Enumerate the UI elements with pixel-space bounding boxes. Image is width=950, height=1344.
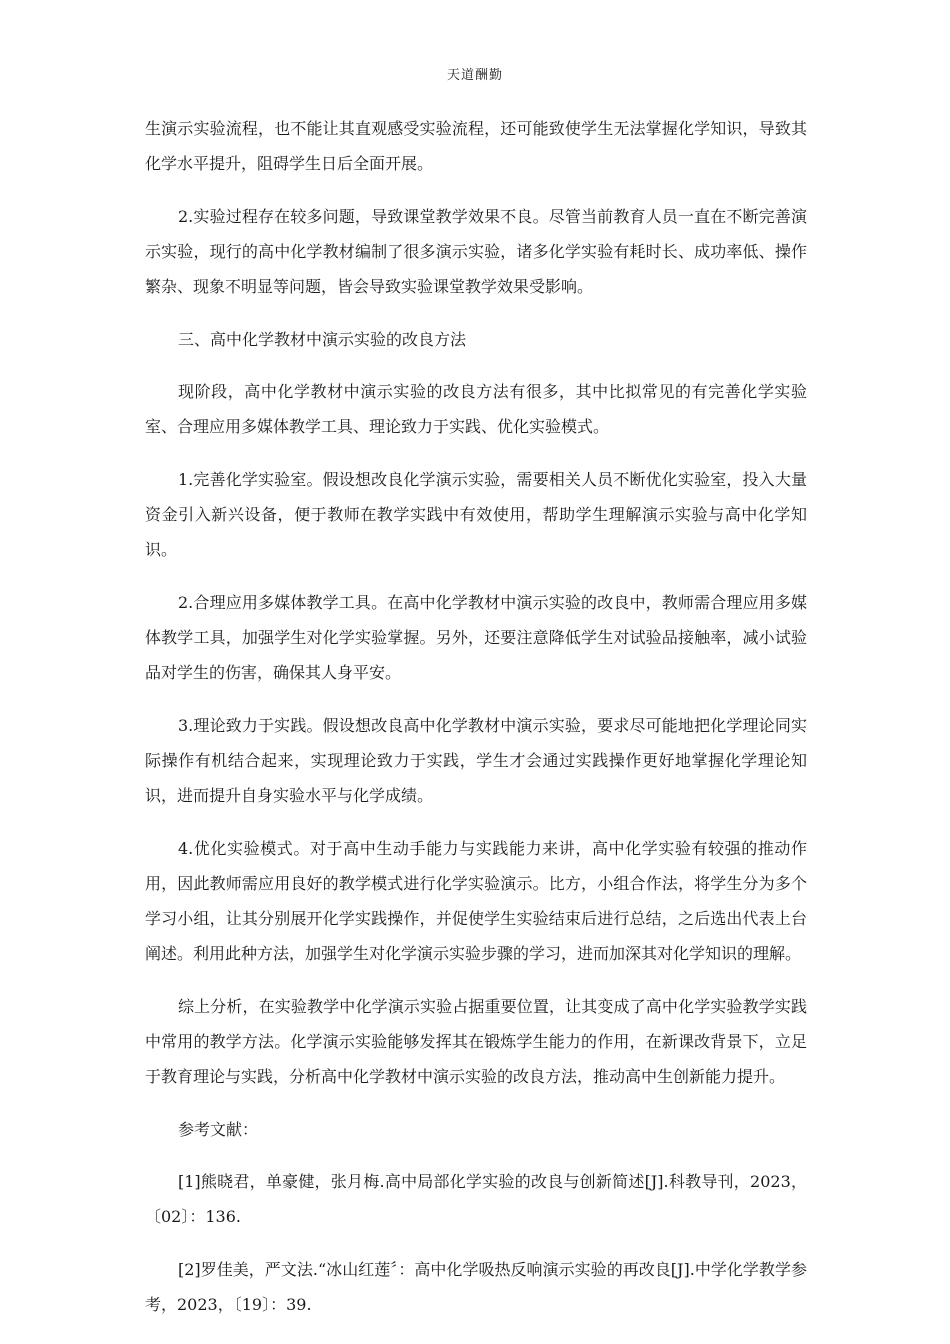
paragraph: 2.合理应用多媒体教学工具。在高中化学教材中演示实验的改良中，教师需合理应用多媒体教学工具，加强学生对化学实验掌握。另外，还要注意降低学生对试验品接触率，减小试验品对学生的伤害，确保其人身平安。: [145, 593, 807, 682]
paragraph: 1.完善化学实验室。假设想改良化学演示实验，需要相关人员不断优化实验室，投入大量资金引入新兴设备，便于教师在教学实践中有效使用，帮助学生理解演示实验与高中化学知识。: [145, 470, 807, 559]
reference-item: [1]熊晓君，单豪健，张月梅.高中局部化学实验的改良与创新简述[J].科教导刊，2023，〔02〕：136.: [145, 1172, 807, 1226]
references-heading: 参考文献：: [178, 1120, 259, 1139]
paragraph: 2.实验过程存在较多问题，导致课堂教学效果不良。尽管当前教育人员一直在不断完善演示实验，现行的高中化学教材编制了很多演示实验，诸多化学实验有耗时长、成功率低、操作繁杂、现象不明显等问题，皆会导致实验课堂教学效果受影响。: [145, 207, 807, 296]
paragraph: 3.理论致力于实践。假设想改良高中化学教材中演示实验，要求尽可能地把化学理论同实际操作有机结合起来，实现理论致力于实践，学生才会通过实践操作更好地掌握化学理论知识，进而提升自身实验水平与化学成绩。: [145, 716, 807, 805]
paragraph: 现阶段，高中化学教材中演示实验的改良方法有很多，其中比拟常见的有完善化学实验室、合理应用多媒体教学工具、理论致力于实践、优化实验模式。: [145, 382, 807, 436]
reference-item: [2]罗佳美，严文法.“冰山红莲〞：高中化学吸热反响演示实验的再改良[J].中学化学教学参考，2023，〔19〕：39.: [145, 1260, 807, 1314]
document-body: [145, 111, 807, 1340]
section-heading: 三、高中化学教材中演示实验的改良方法: [178, 330, 467, 349]
paragraph: 4.优化实验模式。对于高中生动手能力与实践能力来讲，高中化学实验有较强的推动作用，因此教师需应用良好的教学模式进行化学实验演示。比方，小组合作法，将学生分为多个学习小组，让其分别展开化学实践操作，并促使学生实验结束后进行总结，之后选出代表上台阐述。利用此种方法，加强学生对化学演示实验步骤的学习，进而加深其对化学知识的理解。: [145, 839, 807, 963]
page-header: 天道酬勤: [446, 68, 503, 83]
paragraph: 生演示实验流程，也不能让其直观感受实验流程，还可能致使学生无法掌握化学知识，导致其化学水平提升，阻碍学生日后全面开展。: [145, 119, 807, 173]
paragraph: 综上分析，在实验教学中化学演示实验占据重要位置，让其变成了高中化学实验教学实践中常用的教学方法。化学演示实验能够发挥其在锻炼学生能力的作用，在新课改背景下，立足于教育理论与实践，分析高中化学教材中演示实验的改良方法，推动高中生创新能力提升。: [145, 997, 807, 1086]
